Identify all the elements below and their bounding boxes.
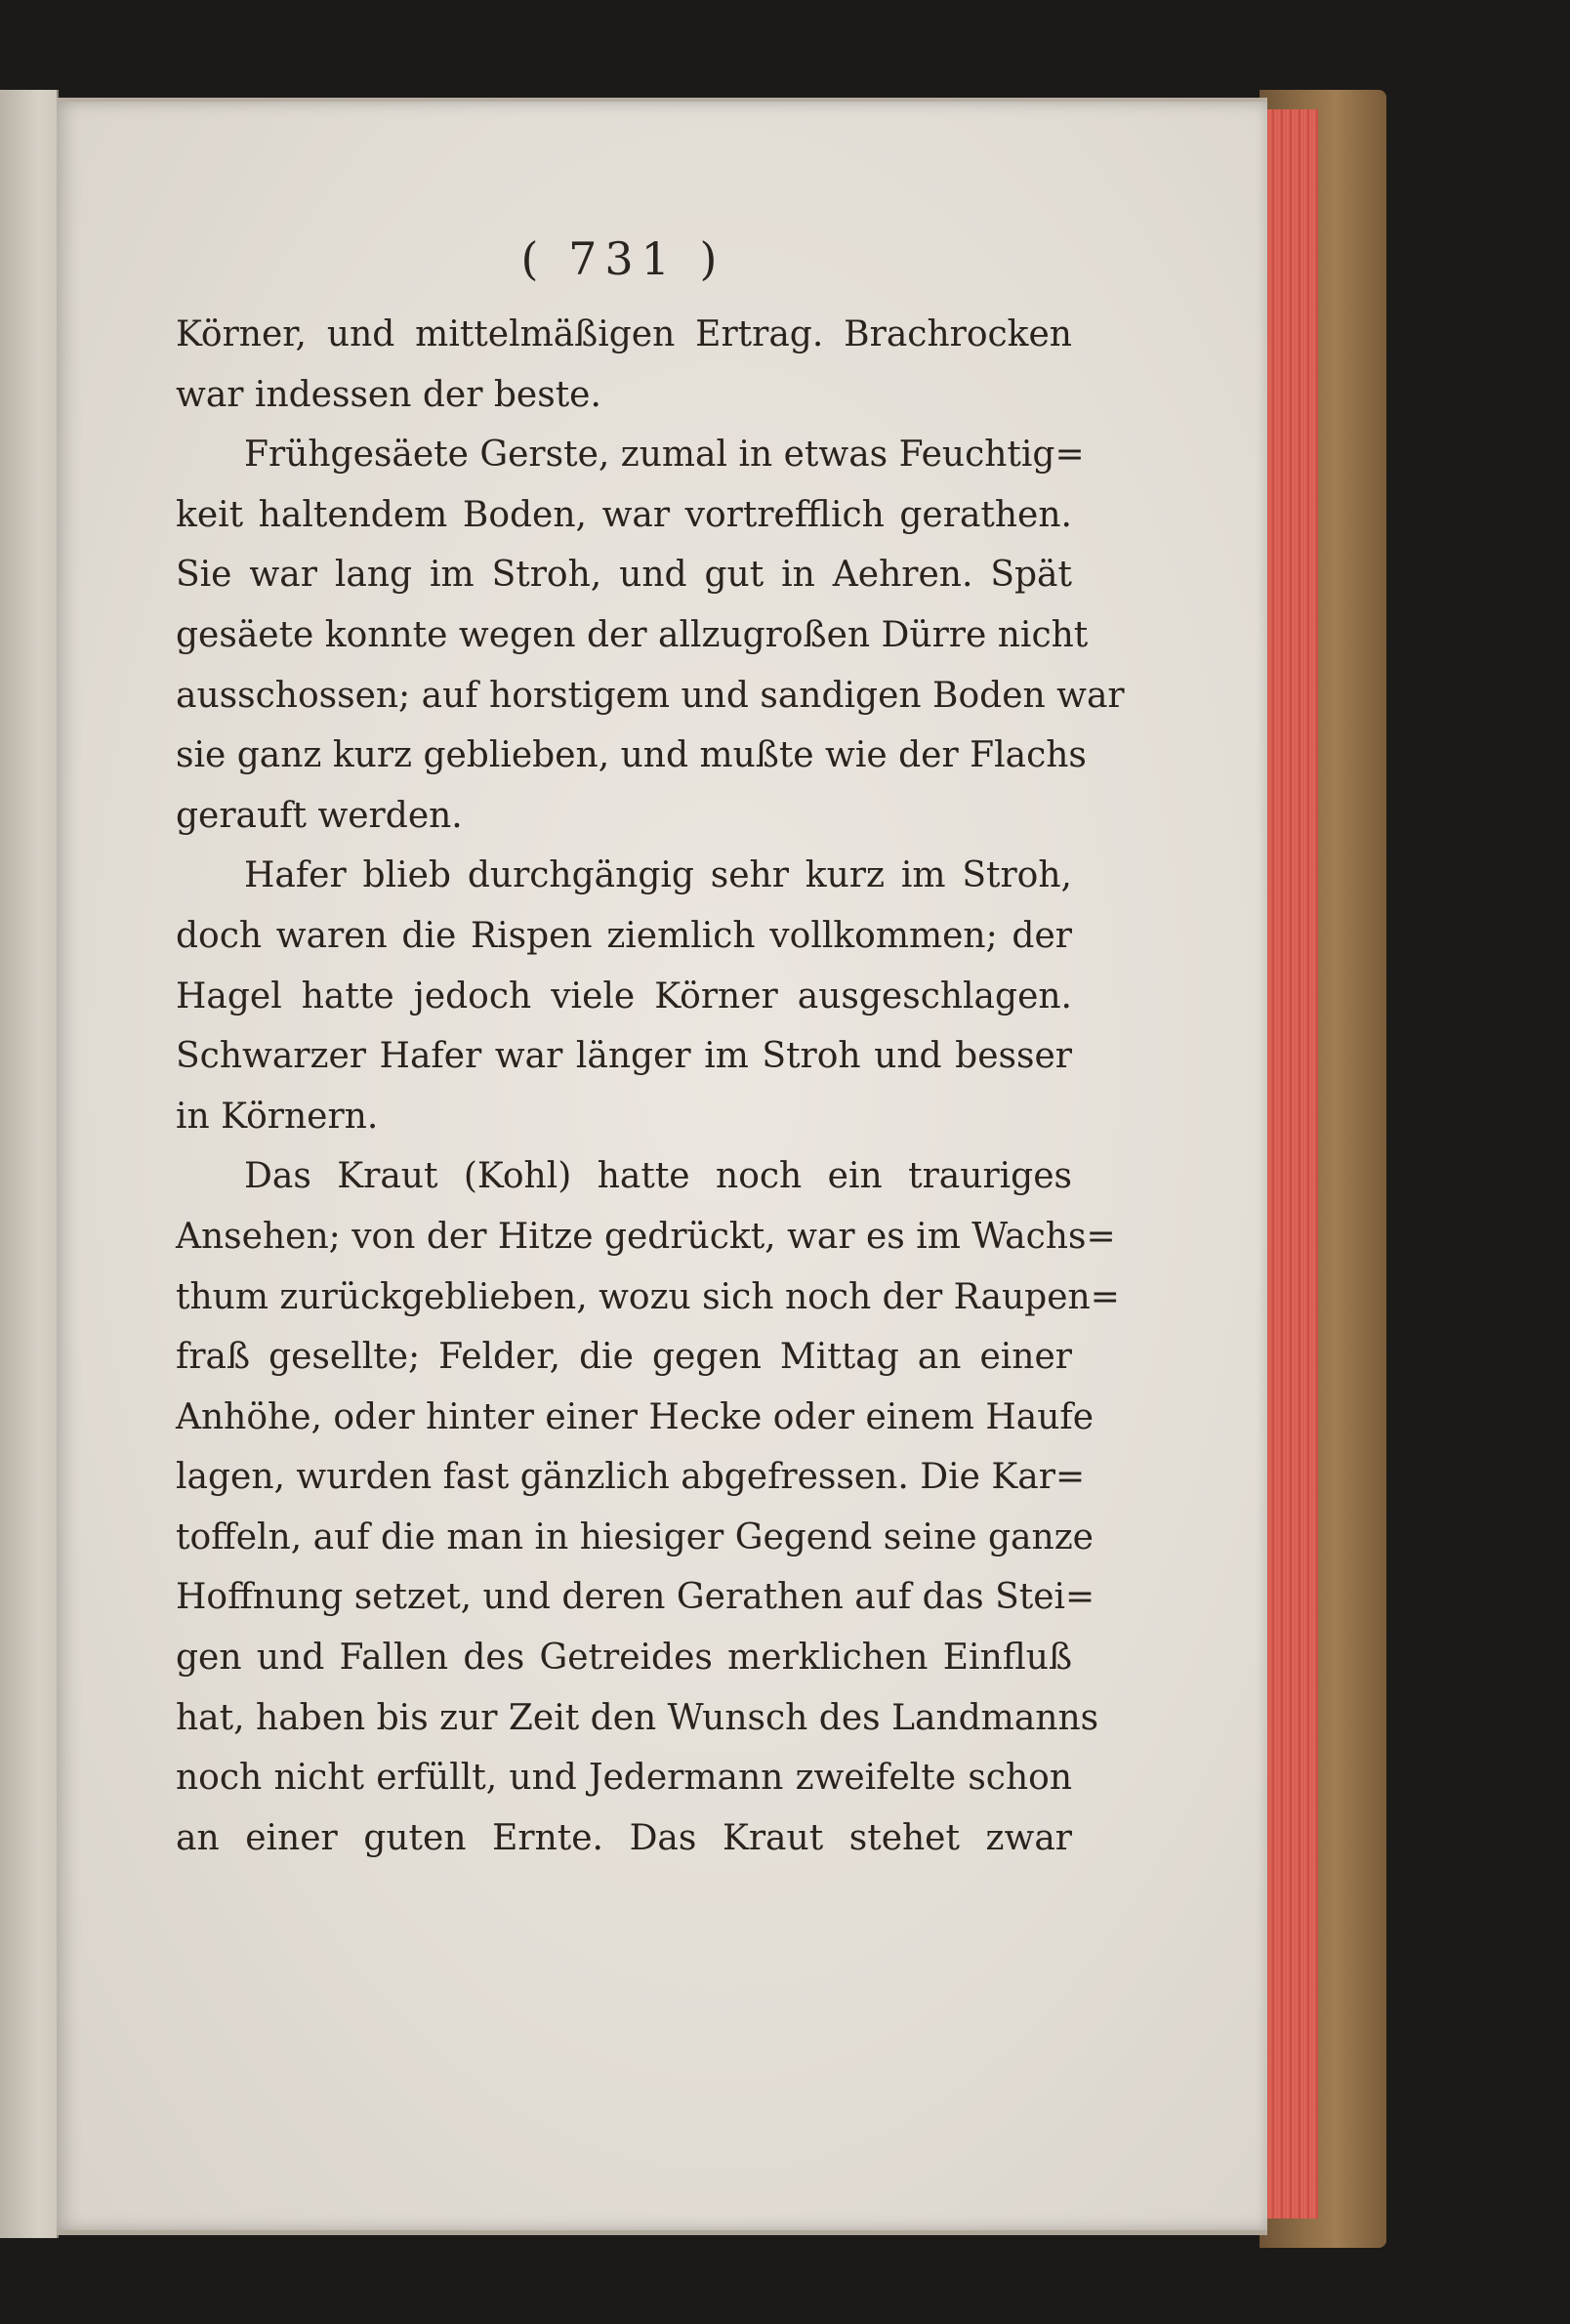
text-line: Körner, und mittelmäßigen Ertrag. Brachrocken — [176, 314, 1072, 354]
text-line: Frühgesäete Gerste, zumal in etwas Feuchtig= — [244, 435, 1085, 476]
text-line: lagen, wurden fast gänzlich abgefressen. Die Kar= — [176, 1457, 1086, 1498]
text-line: toffeln, auf die man in hiesiger Gegend seine ganze — [176, 1516, 1094, 1557]
text-line: Hagel hatte jedoch viele Körner ausgeschlagen. — [176, 975, 1072, 1017]
text-line: ausschossen; auf horstigem und sandigen Boden war — [176, 675, 1125, 716]
text-line: in Körnern. — [176, 1096, 379, 1137]
text-line: Hafer blieb durchgängig sehr kurz im Stroh, — [244, 855, 1072, 896]
text-line: an einer guten Ernte. Das Kraut stehet zwar — [176, 1817, 1072, 1858]
red-page-edges — [1265, 109, 1318, 2219]
text-line: Sie war lang im Stroh, und gut in Aehren. Spät — [176, 555, 1072, 596]
text-line: Anhöhe, oder hinter einer Hecke oder einem Haufe — [176, 1396, 1095, 1437]
text-line: Hoffnung setzet, und deren Gerathen auf das Stei= — [176, 1577, 1095, 1618]
text-line: Schwarzer Hafer war länger im Stroh und besser — [176, 1036, 1072, 1077]
page-number: ( 731 ) — [520, 232, 725, 285]
facing-page-edge — [0, 90, 59, 2238]
text-line: Ansehen; von der Hitze gedrückt, war es im Wachs= — [176, 1216, 1116, 1257]
text-line: gerauft werden. — [176, 795, 463, 836]
text-line: sie ganz kurz geblieben, und mußte wie der Flachs — [176, 735, 1087, 776]
text-line: thum zurückgeblieben, wozu sich noch der Raupen= — [176, 1276, 1120, 1317]
text-line: hat, haben bis zur Zeit den Wunsch des Landmanns — [176, 1697, 1099, 1738]
text-line: gen und Fallen des Getreides merklichen Einfluß — [176, 1638, 1072, 1679]
text-line: war indessen der beste. — [176, 374, 601, 415]
page-text — [176, 305, 1125, 1868]
text-line: noch nicht erfüllt, und Jedermann zweifelte schon — [176, 1758, 1072, 1799]
text-line: gesäete konnte wegen der allzugroßen Dürre nicht — [176, 614, 1089, 655]
text-line: keit haltendem Boden, war vortrefflich gerathen. — [176, 494, 1072, 535]
text-line: fraß gesellte; Felder, die gegen Mittag an einer — [176, 1337, 1072, 1378]
text-line: doch waren die Rispen ziemlich vollkommen; der — [176, 915, 1072, 956]
text-line: Das Kraut (Kohl) hatte noch ein trauriges — [244, 1156, 1072, 1197]
